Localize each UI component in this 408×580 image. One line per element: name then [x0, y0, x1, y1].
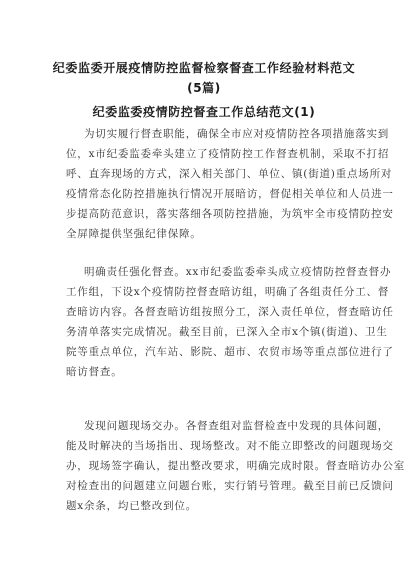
- paragraph-line: 务清单落实完成情况。截至目前，已深入全市x个镇(街道)、卫生: [66, 326, 388, 338]
- paragraph-line: 位，x市纪委监委牵头建立了疫情防控工作督查机制，采取不打招: [66, 148, 390, 160]
- paragraph-line: 院等重点单位，汽车站、影院、超市、农贸市场等重点部位进行了: [66, 346, 394, 358]
- document-title-line-1: 纪委监委开展疫情防控监督检察督查工作经验材料范文: [52, 61, 356, 75]
- paragraph-line: 呼、直奔现场的方式，深入相关部门、单位、镇(街道)重点场所对: [66, 168, 393, 180]
- paragraph-1: [66, 124, 394, 244]
- paragraph-line: 全屏障提供坚强纪律保障。: [66, 228, 202, 240]
- paragraph-line: 工作组，下设x个疫情防控督查暗访组，明确了各组责任分工、督: [66, 286, 390, 298]
- paragraph-line: 对检查出的问题建立问题台账，实行销号管理。截至目前已反馈问: [66, 480, 394, 492]
- paragraph-line: 题x余条，均已整改到位。: [66, 500, 198, 512]
- paragraph-line: 疫情常态化防控措施执行情况开展暗访，督促相关单位和人员进一: [66, 188, 394, 200]
- paragraph-line: 为切实履行督查职能，确保全市应对疫情防控各项措施落实到: [84, 128, 390, 140]
- section-title: 纪委监委疫情防控督查工作总结范文(1): [92, 105, 316, 119]
- paragraph-line: 明确责任强化督查。xx市纪委监委牵头成立疫情防控督查督办: [84, 266, 392, 278]
- paragraph-2: [66, 262, 394, 382]
- paragraph-3: [66, 416, 405, 516]
- document-title-line-2: (5篇): [187, 81, 221, 95]
- paragraph-line: 查暗访内容。各督查暗访组按照分工，深入责任单位，督查暗访任: [66, 306, 394, 318]
- paragraph-line: 能及时解决的当场指出、现场整改。对不能立即整改的问题现场交: [66, 440, 394, 452]
- paragraph-line: 暗访督查。: [66, 366, 123, 378]
- paragraph-line: 发现问题现场交办。各督查组对监督检查中发现的具体问题，: [84, 420, 390, 432]
- paragraph-line: 办，现场签字确认，提出整改要求，明确完成时限。督查暗访办公室: [66, 460, 405, 472]
- paragraph-line: 步提高防范意识，落实落细各项防控措施，为筑牢全市疫情防控安: [66, 208, 394, 220]
